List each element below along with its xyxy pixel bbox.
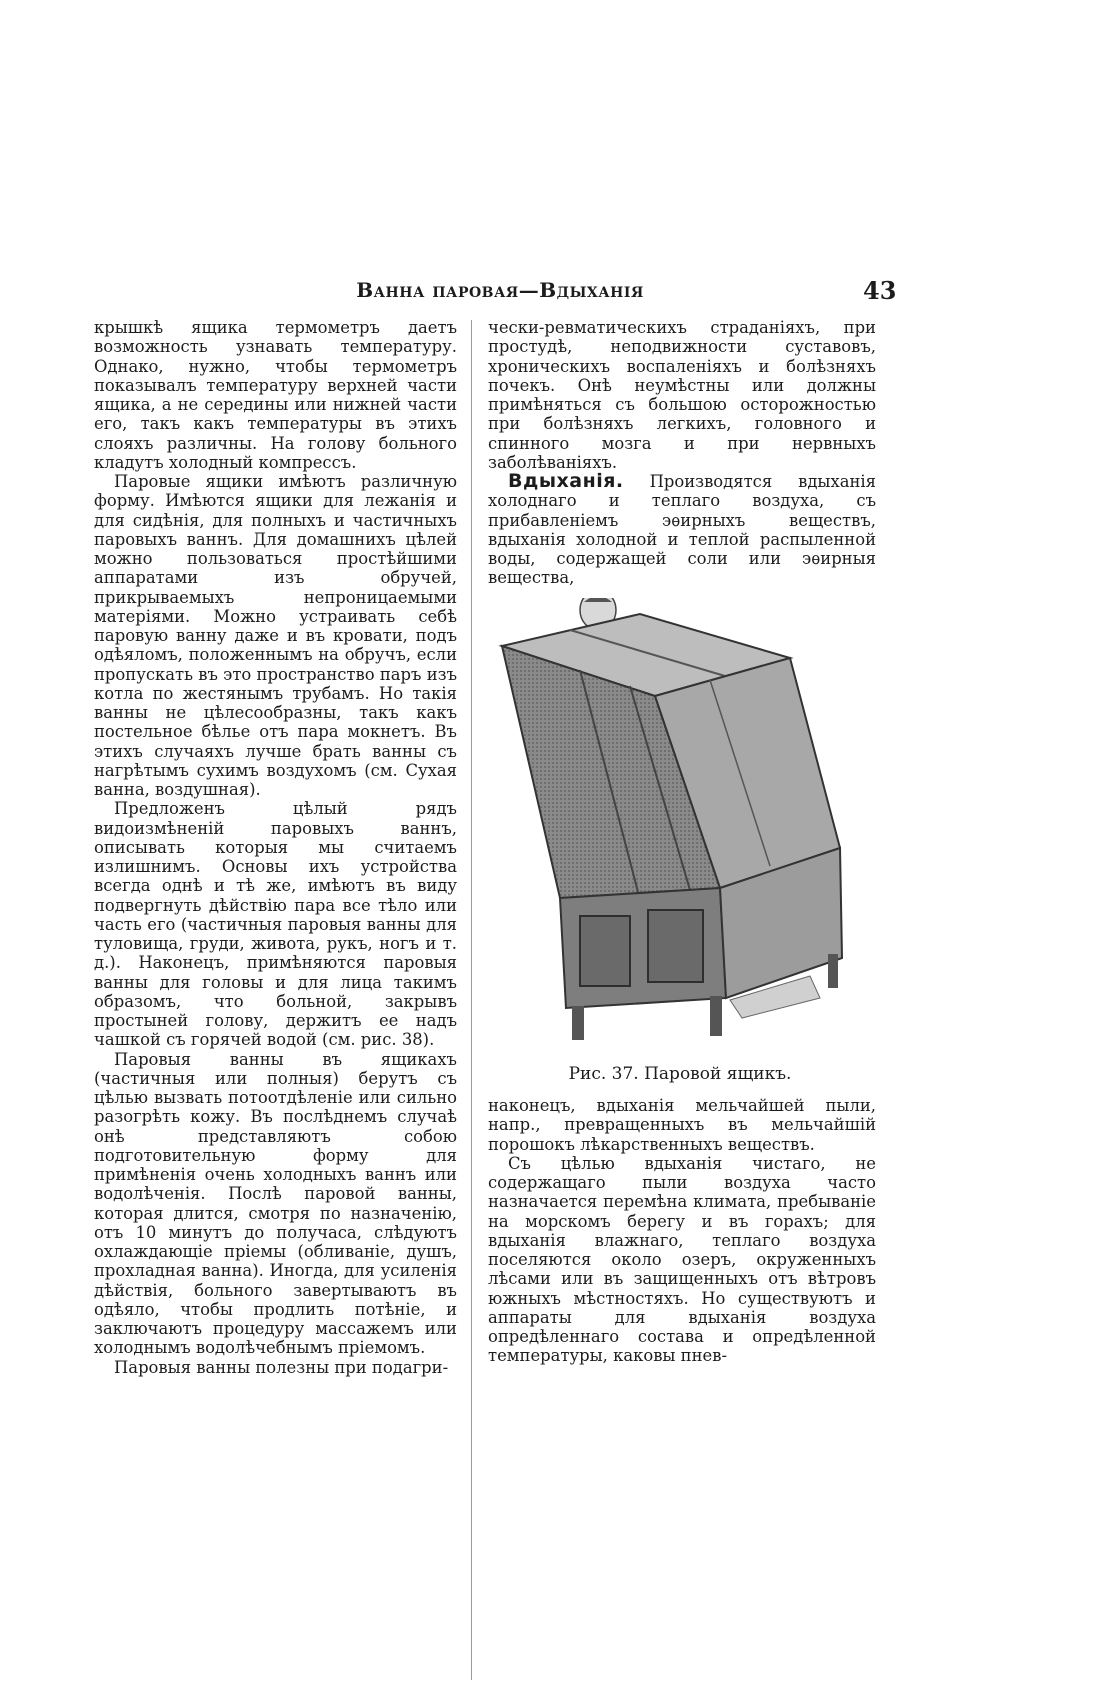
- column-divider: [471, 320, 472, 1680]
- running-title: Ванна паровая—Вдыханія: [356, 278, 644, 302]
- paragraph-text: Производятся вдыханія холоднаго и теплаго воздуха, съ прибавленіемъ эѳирныхъ веществъ, вдыханія холодной и теплой распыленной воды, содержащей соли или эѳирныя вещества,: [488, 472, 876, 588]
- leg: [572, 1006, 584, 1040]
- figure-steam-box: [480, 598, 880, 1046]
- right-column-bottom: [488, 1096, 876, 1366]
- section-paragraph: [488, 472, 876, 588]
- leg: [710, 996, 722, 1036]
- running-header: [0, 278, 1100, 312]
- door-panel: [648, 910, 703, 982]
- figure-caption: Рис. 37. Паровой ящикъ.: [568, 1064, 792, 1084]
- leg: [828, 954, 838, 988]
- steam-box-illustration: [480, 598, 880, 1046]
- paragraph: крышкѣ ящика термометръ даетъ возможность узнавать температуру. Однако, нужно, чтобы термометръ показывалъ температуру верхней части ящика, а не середины или нижней части его, такъ какъ температуры въ этихъ слояхъ различны. На голову больного кладутъ холодный компрессъ.: [94, 318, 457, 472]
- page-number: 43: [863, 276, 897, 305]
- paragraph: Предложенъ цѣлый рядъ видоизмѣненій паровыхъ ваннъ, описывать которыя мы считаемъ излишнимъ. Основы ихъ устройства всегда однѣ и тѣ же, имѣютъ въ виду подвергнуть дѣйствію пара все тѣло или часть его (частичныя паровыя ванны для туловища, груди, живота, рукъ, ногъ и т. д.). Наконецъ, примѣняются паровыя ванны для головы и для лица такимъ образомъ, что больной, закрывъ простыней голову, держитъ ее надъ чашкой съ горячей водой (см. рис. 38).: [94, 799, 457, 1050]
- paragraph: Паровые ящики имѣютъ различную форму. Имѣются ящики для лежанія и для сидѣнія, для полныхъ и частичныхъ паровыхъ ваннъ. Для домашнихъ цѣлей можно пользоваться простѣйшими аппаратами изъ обручей, прикрываемыхъ непроницаемыми матеріями. Можно устраивать себѣ паровую ванну даже и въ кровати, подъ одѣяломъ, положеннымъ на обручъ, если пропускать въ это пространство паръ изъ котла по жестянымъ трубамъ. Но такія ванны не цѣлесообразны, такъ какъ постельное бѣлье отъ пара мокнетъ. Въ этихъ случаяхъ лучше брать ванны съ нагрѣтымъ сухимъ воздухомъ (см. Сухая ванна, воздушная).: [94, 472, 457, 799]
- paragraph: Паровыя ванны въ ящикахъ (частичныя или полныя) берутъ съ цѣлью вызвать потоотдѣленіе или сильно разогрѣть кожу. Въ послѣднемъ случаѣ онѣ представляютъ собою подготовительную форму для примѣненія очень холодныхъ ваннъ или водолѣченія. Послѣ паровой ванны, которая длится, смотря по назначенію, отъ 10 минутъ до получаса, слѣдуютъ охлаждающіе пріемы (обливаніе, душъ, прохладная ванна). Иногда, для усиленія дѣйствія, больного завертываютъ въ одѣяло, чтобы продлить потѣніе, и заключаютъ процедуру массажемъ или холоднымъ водолѣчебнымъ пріемомъ.: [94, 1049, 457, 1358]
- paragraph: наконецъ, вдыханія мельчайшей пыли, напр., превращенныхъ въ мельчайшій порошокъ лѣкарственныхъ веществъ.: [488, 1096, 876, 1154]
- section-heading: Вдыханія.: [508, 470, 624, 492]
- right-column-top: [488, 318, 876, 588]
- paragraph: чески-ревматическихъ страданіяхъ, при простудѣ, неподвижности суставовъ, хроническихъ воспаленіяхъ и болѣзняхъ почекъ. Онѣ неумѣстны или должны примѣняться съ большою осторожностью при болѣзняхъ легкихъ, головного и спинного мозга и при нервныхъ заболѣваніяхъ.: [488, 318, 876, 472]
- left-column: [94, 318, 457, 1377]
- paragraph: Паровыя ванны полезны при подагри-: [114, 1357, 449, 1377]
- door-panel: [580, 916, 630, 986]
- paragraph: Съ цѣлью вдыханія чистаго, не содержащаго пыли воздуха часто назначается перемѣна климата, пребываніе на морскомъ берегу и въ горахъ; для вдыханія влажнаго, теплаго воздуха поселяются около озеръ, окруженныхъ лѣсами или въ защищенныхъ отъ вѣтровъ южныхъ мѣстностяхъ. Но существуютъ и аппараты для вдыханія воздуха опредѣленнаго состава и опредѣленной температуры, каковы пнев-: [488, 1153, 876, 1366]
